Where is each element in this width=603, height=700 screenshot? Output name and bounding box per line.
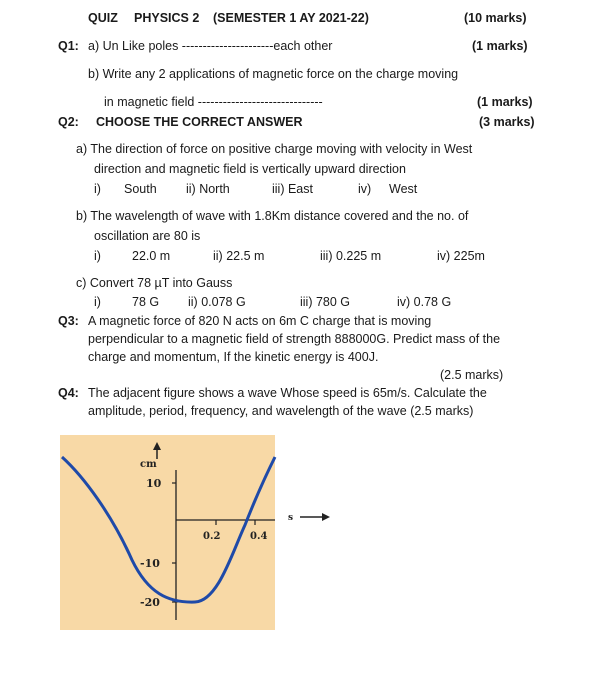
q2-a-option-i-num: i) [94, 182, 101, 196]
q2-b-option-i-num: i) [94, 249, 101, 263]
q2-a-option-iv-num: iv) [358, 182, 372, 196]
q3-line3: charge and momentum, If the kinetic energy is 400J. [88, 350, 379, 364]
x-unit-label: s [288, 513, 294, 523]
wave-figure [60, 435, 333, 630]
q1-b-marks: (1 marks) [477, 95, 533, 109]
quiz-label: QUIZ [88, 11, 118, 25]
q4-label: Q4: [58, 386, 79, 400]
x-tick-label-0-4: 0.4 [250, 531, 268, 542]
q2-a-option-i: South [124, 182, 157, 196]
q1-b-line2: in magnetic field ------------------------------ [104, 95, 323, 109]
q2-c-option-i: 78 G [132, 295, 160, 309]
q3-line1: A magnetic force of 820 N acts on 6m C charge that is moving [88, 314, 432, 328]
q2-b-option-iii: iii) 0.225 m [320, 249, 382, 263]
q2-c-option-iv: iv) 0.78 G [397, 295, 452, 309]
total-marks: (10 marks) [464, 11, 527, 25]
semester-label: (SEMESTER 1 AY 2021-22) [213, 11, 369, 25]
q4-line1: The adjacent figure shows a wave Whose speed is 65m/s. Calculate the [88, 386, 487, 400]
x-tick-label-0-2: 0.2 [203, 531, 221, 542]
q2-marks: (3 marks) [479, 115, 535, 129]
q2-b-line2: oscillation are 80 is [94, 229, 201, 243]
q3-label: Q3: [58, 314, 79, 328]
q2-title: CHOOSE THE CORRECT ANSWER [96, 115, 303, 129]
q1-b-line1: b) Write any 2 applications of magnetic force on the charge moving [88, 67, 459, 81]
x-axis-arrow-icon [322, 513, 330, 521]
y-tick-label-10: 10 [146, 477, 162, 490]
y-tick-label-minus-20: -20 [140, 596, 160, 609]
q2-c-option-iii: iii) 780 G [300, 295, 351, 309]
q2-c-option-ii: ii) 0.078 G [188, 295, 246, 309]
q2-a-line2: direction and magnetic field is vertically upward direction [94, 162, 406, 176]
y-tick-label-minus-10: -10 [140, 557, 160, 570]
q2-b-line1: b) The wavelength of wave with 1.8Km distance covered and the no. of [76, 209, 469, 223]
q2-label: Q2: [58, 115, 79, 129]
q4-line2: amplitude, period, frequency, and wavelength of the wave (2.5 marks) [88, 404, 474, 418]
q2-c-line1: c) Convert 78 µT into Gauss [76, 276, 233, 290]
q2-c-option-i-num: i) [94, 295, 101, 309]
y-unit-label: cm [140, 459, 157, 470]
q1-label: Q1: [58, 39, 79, 53]
q2-b-option-i: 22.0 m [132, 249, 171, 263]
subject-label: PHYSICS 2 [134, 11, 200, 25]
q2-a-line1: a) The direction of force on positive charge moving with velocity in West [76, 142, 473, 156]
q2-a-option-iv: West [389, 182, 418, 196]
q3-line2: perpendicular to a magnetic field of strength 888000G. Predict mass of the [88, 332, 501, 346]
q2-b-option-ii: ii) 22.5 m [213, 249, 265, 263]
q2-b-option-iv: iv) 225m [437, 249, 485, 263]
q2-a-option-iii: iii) East [272, 182, 313, 196]
q1-a-text: a) Un Like poles ----------------------each other [88, 39, 333, 53]
q3-marks: (2.5 marks) [440, 368, 504, 382]
q2-a-option-ii: ii) North [186, 182, 230, 196]
q1-a-marks: (1 marks) [472, 39, 528, 53]
